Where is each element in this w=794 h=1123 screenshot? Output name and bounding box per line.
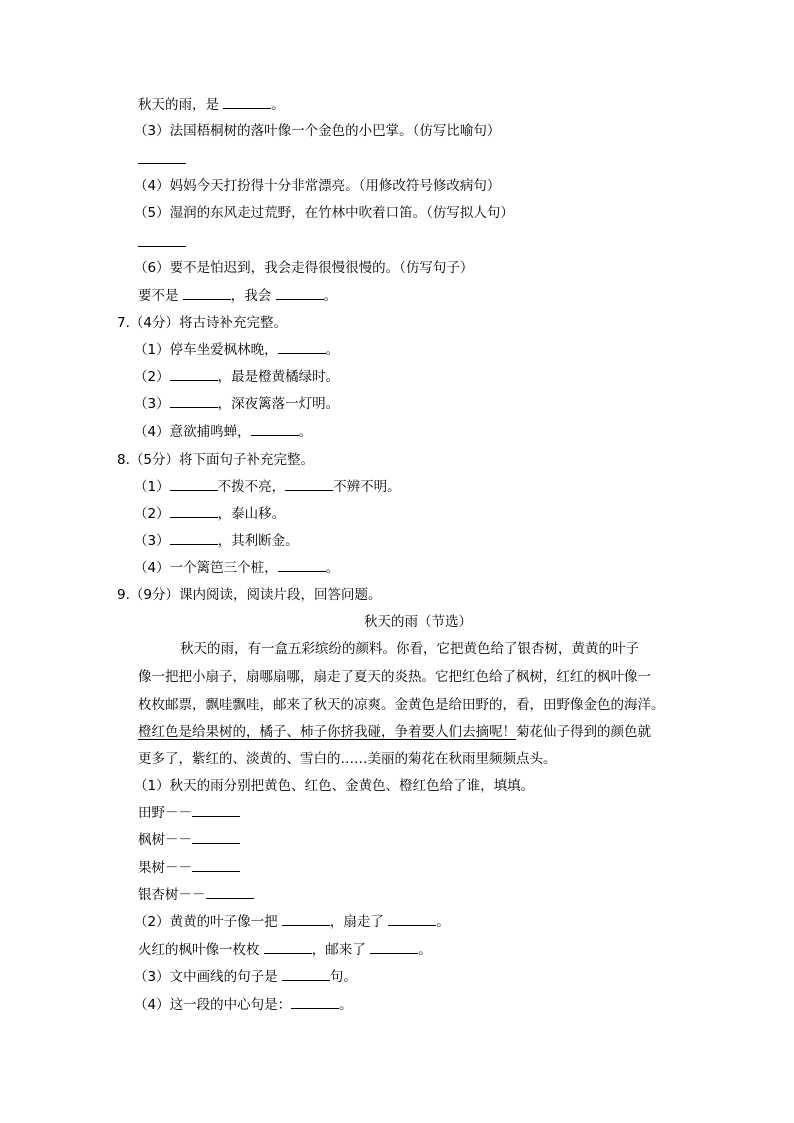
question-line [134,478,401,496]
question-line [134,177,500,195]
answer-blank[interactable] [282,913,330,926]
question-line [134,532,299,550]
question-line [134,259,473,277]
text-segment: 秋天的雨（节选） [364,614,472,630]
text-segment: 。 [339,997,353,1013]
question-line [134,996,353,1014]
text-segment: 要不是 [138,288,183,304]
answer-blank[interactable] [251,423,299,436]
text-segment: （2） [134,506,170,522]
text-segment: 。 [298,424,313,440]
text-segment: （2）黄黄的叶子像一把 [134,914,282,930]
text-segment: （4）妈妈今天打扮得十分非常漂亮。（用修改符号修改病句） [134,178,501,194]
question-line [138,96,285,114]
question-heading [117,586,381,604]
answer-blank[interactable] [138,234,186,247]
text-segment: 。 [436,914,450,930]
text-segment: （5）湿润的东风走过荒野，在竹林中吹着口笛。（仿写拟人句） [134,205,514,221]
answer-blank[interactable] [264,941,312,954]
text-segment: ，泰山移。 [217,506,286,522]
text-segment: （1） [134,479,170,495]
answer-blank[interactable] [183,287,231,300]
text-segment: ，深夜篱落一灯明。 [217,396,340,412]
text-segment: 7.（4分）将古诗补充完整。 [117,315,287,331]
text-segment: 秋天的雨，有一盒五彩缤纷的颜料。你看，它把黄色给了银杏树，黄黄的叶子 [180,641,639,657]
question-line [138,831,240,849]
answer-blank[interactable] [170,368,218,381]
text-segment: （6）要不是怕迟到，我会走得很慢很慢的。（仿写句子） [134,260,474,276]
question-line [134,505,285,523]
passage-line [138,696,665,714]
question-line [134,968,357,986]
text-segment: （1）停车坐爱枫林晚， [134,342,278,358]
text-segment: ，扇走了 [329,914,389,930]
question-line [134,559,339,577]
text-segment: 句。 [329,969,357,985]
text-segment: 。 [271,97,285,113]
answer-blank[interactable] [388,913,436,926]
passage-line [138,750,557,768]
question-line [134,423,312,441]
answer-blank[interactable] [285,478,333,491]
question-line [134,204,514,222]
answer-blank[interactable] [170,395,218,408]
passage-line [138,668,651,686]
question-line [138,234,186,252]
answer-blank[interactable] [282,968,330,981]
question-line [138,886,254,904]
question-line [134,122,500,140]
answer-blank[interactable] [192,804,240,817]
passage-line [138,723,651,741]
text-segment: 更多了，紫红的、淡黄的、雪白的……美丽的菊花在秋雨里频频点头。 [138,751,557,767]
question-line [138,287,337,305]
text-segment: 田野－－ [138,805,192,821]
text-segment: 像一把把小扇子，扇哪扇哪，扇走了夏天的炎热。它把红色给了枫树，红红的枫叶像一 [138,669,651,685]
answer-blank[interactable] [278,559,326,572]
question-line [138,151,186,169]
question-line [134,395,339,413]
answer-blank[interactable] [276,287,324,300]
text-segment: 8.（5分）将下面句子补充完整。 [117,452,314,468]
text-segment: 枚枚邮票，飘哇飘哇，邮来了秋天的凉爽。金黄色是给田野的，看，田野像金色的海洋。 [138,697,665,713]
question-heading [117,314,287,332]
text-segment: 不拨不亮， [217,479,286,495]
text-segment: （2） [134,369,170,385]
text-segment: （4）意欲捕鸣蝉， [134,424,251,440]
text-segment: 秋天的雨，是 [138,97,224,113]
text-segment: ，我会 [230,288,276,304]
answer-blank[interactable] [278,341,326,354]
text-segment: 。 [323,288,338,304]
text-segment: （3）法国梧桐树的落叶像一个金色的小巴掌。（仿写比喻句） [134,123,501,139]
question-line [134,368,339,386]
question-line [134,913,450,931]
text-segment: （3） [134,533,170,549]
text-segment: 银杏树－－ [138,887,206,903]
text-segment: ，邮来了 [311,942,371,958]
question-line [134,777,534,795]
answer-blank[interactable] [223,96,271,109]
text-segment: ，其利断金。 [217,533,299,549]
question-line [138,804,240,822]
answer-blank[interactable] [170,478,218,491]
text-segment: 。 [325,560,340,576]
passage-title [364,613,472,631]
text-segment: ，最是橙黄橘绿时。 [217,369,340,385]
question-line [138,859,240,877]
question-line [134,341,339,359]
text-segment: 火红的枫叶像一枚枚 [138,942,264,958]
text-segment: （4）这一段的中心句是： [134,997,292,1013]
text-segment: （3）文中画线的句子是 [134,969,282,985]
passage-line [180,640,639,658]
text-segment: （1）秋天的雨分别把黄色、红色、金黄色、橙红色给了谁，填填。 [134,778,535,794]
text-segment: 菊花仙子得到的颜色就 [516,724,651,740]
answer-blank[interactable] [192,831,240,844]
text-segment: 枫树－－ [138,832,192,848]
text-segment: 。 [418,942,432,958]
text-segment: （4）一个篱笆三个桩， [134,560,278,576]
question-line [138,941,432,959]
underlined-sentence: 橙红色是给果树的，橘子、柿子你挤我碰，争着要人们去摘呢！ [138,724,516,740]
answer-blank[interactable] [206,886,254,899]
answer-blank[interactable] [170,532,218,545]
text-segment: 果树－－ [138,860,192,876]
question-heading [117,451,314,469]
text-segment: 。 [325,342,340,358]
answer-blank[interactable] [138,151,186,164]
answer-blank[interactable] [192,859,240,872]
text-segment: 不辨不明。 [333,479,401,495]
text-segment: （3） [134,396,170,412]
answer-blank[interactable] [370,941,418,954]
text-segment: 9.（9分）课内阅读，阅读片段，回答问题。 [117,587,382,603]
answer-blank[interactable] [291,996,339,1009]
answer-blank[interactable] [170,505,218,518]
